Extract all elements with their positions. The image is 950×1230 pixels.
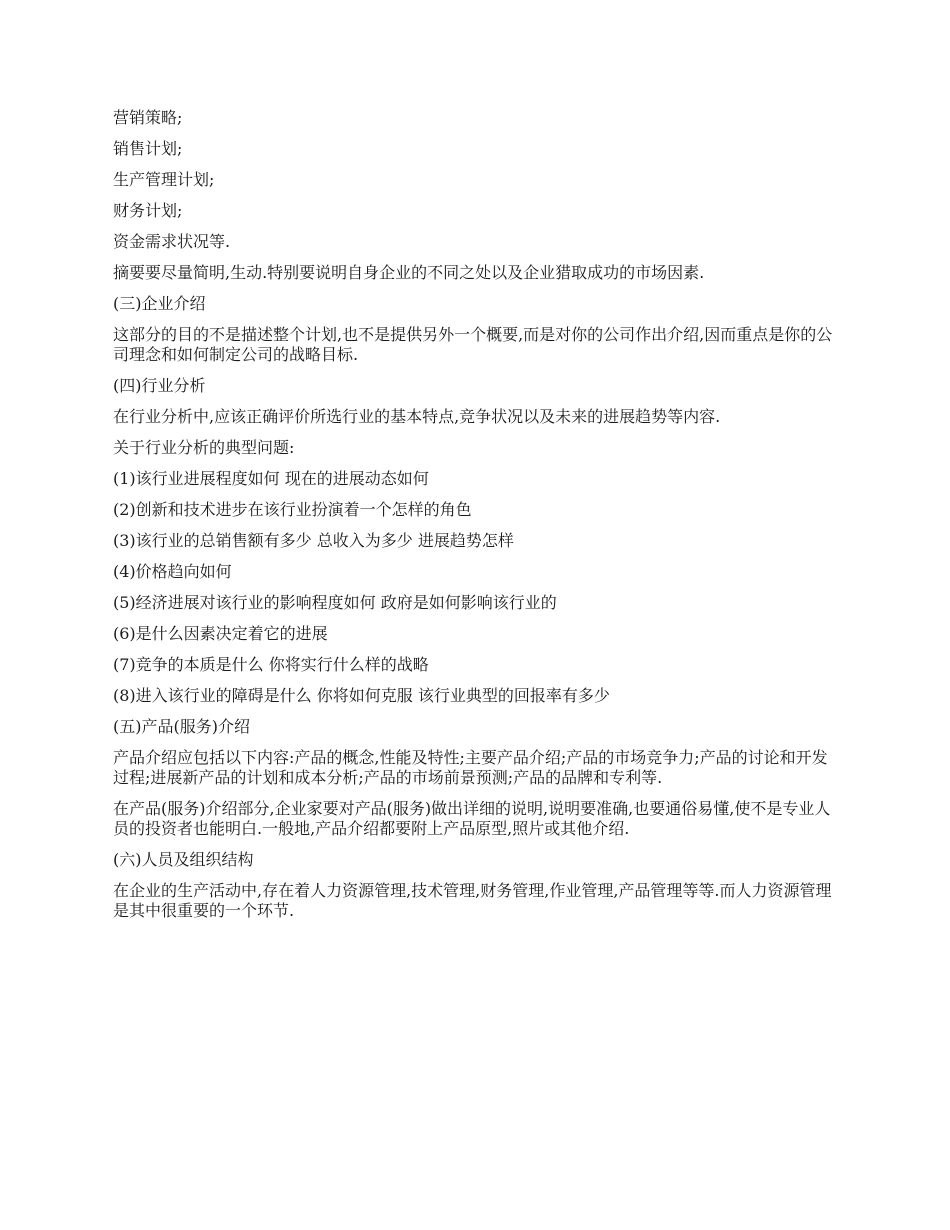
list-item-question-5: (5)经济进展对该行业的影响程度如何 政府是如何影响该行业的 (113, 593, 557, 612)
section-heading-industry-analysis: (四)行业分析 (113, 376, 206, 395)
list-item-question-3: (3)该行业的总销售额有多少 总收入为多少 进展趋势怎样 (113, 531, 514, 550)
paragraph-product-contents: 产品介绍应包括以下内容:产品的概念,性能及特性;主要产品介绍;产品的市场竞争力;产品的讨论和开发过程;进展新产品的计划和成本分析;产品的市场前景预测;产品的品牌和专利等. (113, 748, 828, 787)
list-item-question-1: (1)该行业进展程度如何 现在的进展动态如何 (113, 469, 429, 488)
paragraph-typical-questions: 关于行业分析的典型问题: (113, 438, 295, 457)
list-item-question-2: (2)创新和技术进步在该行业扮演着一个怎样的角色 (113, 500, 472, 519)
paragraph-personnel: 在企业的生产活动中,存在着人力资源管理,技术管理,财务管理,作业管理,产品管理等等.而人力资源管理是其中很重要的一个环节. (113, 881, 832, 920)
paragraph-summary-note: 摘要要尽量简明,生动.特别要说明自身企业的不同之处以及企业猎取成功的市场因素. (113, 263, 705, 282)
list-item-question-8: (8)进入该行业的障碍是什么 你将如何克服 该行业典型的回报率有多少 (113, 686, 610, 705)
document-body (113, 108, 838, 932)
paragraph-company-intro: 这部分的目的不是描述整个计划,也不是提供另外一个概要,而是对你的公司作出介绍,因而重点是你的公司理念和如何制定公司的战略目标. (113, 325, 833, 364)
list-item-question-7: (7)竞争的本质是什么 你将实行什么样的战略 (113, 655, 429, 674)
section-heading-product-intro: (五)产品(服务)介绍 (113, 717, 250, 736)
list-item-question-4: (4)价格趋向如何 (113, 562, 232, 581)
paragraph-funding-needs: 资金需求状况等. (113, 232, 231, 251)
section-heading-company-intro: (三)企业介绍 (113, 294, 206, 313)
paragraph-sales-plan: 销售计划; (113, 139, 183, 158)
paragraph-product-details: 在产品(服务)介绍部分,企业家要对产品(服务)做出详细的说明,说明要准确,也要通俗易懂,使不是专业人员的投资者也能明白.一般地,产品介绍都要附上产品原型,照片或其他介绍. (113, 799, 831, 838)
paragraph-production-plan: 生产管理计划; (113, 170, 215, 189)
paragraph-marketing-strategy: 营销策略; (113, 108, 183, 127)
list-item-question-6: (6)是什么因素决定着它的进展 (113, 624, 328, 643)
paragraph-industry-analysis: 在行业分析中,应该正确评价所选行业的基本特点,竞争状况以及未来的进展趋势等内容. (113, 407, 721, 426)
section-heading-personnel: (六)人员及组织结构 (113, 850, 254, 869)
paragraph-financial-plan: 财务计划; (113, 201, 183, 220)
